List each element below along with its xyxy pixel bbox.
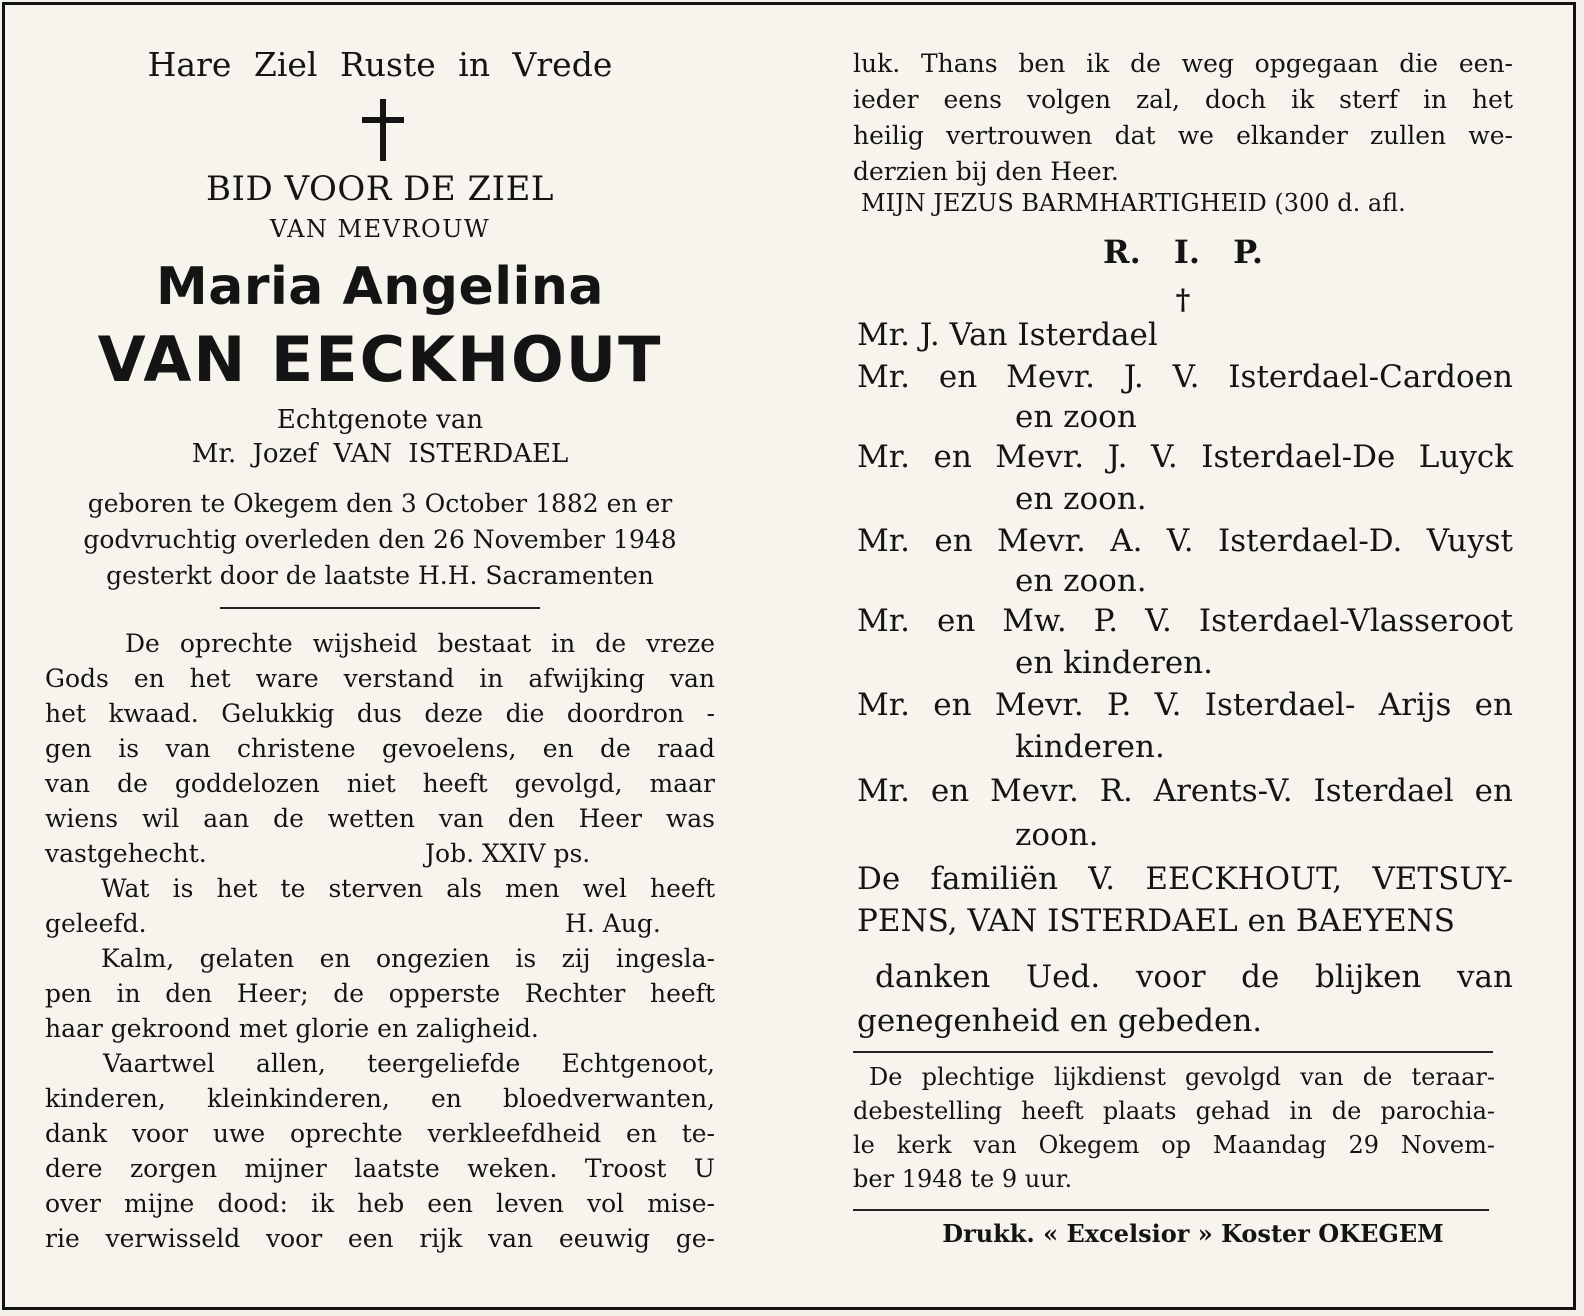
- family-line: Mr. en Mevr. A. V. Isterdael-D. Vuyst: [857, 523, 1513, 559]
- text-line: Vaartwel allen, teergeliefde Echtgenoot,: [103, 1049, 715, 1078]
- birth-line: geboren te Okegem den 3 October 1882 en er: [87, 489, 673, 518]
- family-line: De familiën V. EECKHOUT, VETSUY-: [857, 861, 1513, 897]
- text-line: dere zorgen mijner laatste weken. Troost U: [45, 1154, 715, 1183]
- cross-icon: †: [1175, 283, 1191, 316]
- family-line: zoon.: [1015, 817, 1099, 853]
- family-line: Mr. J. Van Isterdael: [857, 317, 1158, 353]
- text-line: haar gekroond met glorie en zaligheid.: [45, 1014, 539, 1043]
- cross-icon: [360, 97, 406, 163]
- motto: Hare Ziel Ruste in Vrede: [147, 45, 613, 84]
- text-line: heilig vertrouwen dat we elkander zullen we-: [853, 121, 1513, 150]
- service-line: debestelling heeft plaats gehad in de parochia-: [853, 1097, 1495, 1125]
- family-line: Mr. en Mevr. J. V. Isterdael-Cardoen: [857, 359, 1513, 395]
- text-line: rie verwisseld voor een rijk van eeuwig ge-: [45, 1224, 715, 1253]
- citation: Job. XXIV ps.: [425, 839, 591, 868]
- family-line: en zoon: [1015, 399, 1137, 435]
- text-line: gen is van christene gevoelens, en de raad: [45, 734, 715, 763]
- family-line: genegenheid en gebeden.: [857, 1003, 1263, 1039]
- text-line: geleefd.: [45, 909, 147, 938]
- text-line: wiens wil aan de wetten van den Heer was: [45, 804, 715, 833]
- family-line: Mr. en Mevr. J. V. Isterdael-De Luyck: [857, 439, 1513, 475]
- divider: [853, 1051, 1493, 1053]
- text-line: Kalm, gelaten en ongezien is zij ingesla-: [101, 944, 715, 973]
- family-line: PENS, VAN ISTERDAEL en BAEYENS: [857, 903, 1455, 939]
- spouse-name: Mr. Jozef VAN ISTERDAEL: [191, 439, 569, 469]
- text-line: Gods en het ware verstand in afwijking van: [45, 664, 715, 693]
- prayer-heading: BID VOOR DE ZIEL: [206, 169, 554, 209]
- family-line: danken Ued. voor de blijken van: [875, 959, 1513, 995]
- text-line: het kwaad. Gelukkig dus deze die doordron -: [45, 699, 715, 728]
- citation: H. Aug.: [565, 909, 661, 938]
- divider: [853, 1209, 1489, 1211]
- spouse-label: Echtgenote van: [276, 405, 484, 435]
- printer-credit: Drukk. « Excelsior » Koster OKEGEM: [942, 1219, 1444, 1248]
- text-line: De oprechte wijsheid bestaat in de vreze: [125, 629, 715, 658]
- text-line: luk. Thans ben ik de weg opgegaan die een-: [853, 49, 1513, 78]
- divider: [220, 607, 540, 609]
- service-line: De plechtige lijkdienst gevolgd van de teraar-: [869, 1063, 1495, 1091]
- text-line: over mijne dood: ik heb een leven vol mise-: [45, 1189, 715, 1218]
- van-mevrouw: VAN MEVROUW: [269, 215, 491, 243]
- birth-line: gesterkt door de laatste H.H. Sacramenten: [106, 561, 654, 590]
- text-line: Wat is het te sterven als men wel heeft: [101, 874, 715, 903]
- text-line: kinderen, kleinkinderen, en bloedverwanten,: [45, 1084, 715, 1113]
- family-line: en zoon.: [1015, 481, 1147, 517]
- text-line: pen in den Heer; de opperste Rechter heeft: [45, 979, 715, 1008]
- rip: R. I. P.: [1102, 233, 1264, 271]
- given-names: Maria Angelina: [155, 257, 604, 317]
- text-line: van de goddelozen niet heeft gevolgd, maar: [45, 769, 715, 798]
- text-line: derzien bij den Heer.: [853, 157, 1119, 186]
- text-line: dank voor uwe oprechte verkleefdheid en te-: [45, 1119, 715, 1148]
- indulgence-line: MIJN JEZUS BARMHARTIGHEID (300 d. afl.: [861, 189, 1406, 217]
- service-line: le kerk van Okegem op Maandag 29 Novem-: [853, 1131, 1495, 1159]
- family-line: Mr. en Mevr. R. Arents-V. Isterdael en: [857, 773, 1513, 809]
- family-line: en kinderen.: [1015, 645, 1214, 681]
- memorial-card: [2, 2, 1576, 1310]
- surname: VAN EECKHOUT: [97, 323, 663, 396]
- family-line: en zoon.: [1015, 563, 1147, 599]
- text-line: vastgehecht.: [45, 839, 207, 868]
- text-line: ieder eens volgen zal, doch ik sterf in het: [853, 85, 1513, 114]
- service-line: ber 1948 te 9 uur.: [853, 1165, 1073, 1193]
- family-line: Mr. en Mw. P. V. Isterdael-Vlasseroot: [857, 603, 1513, 639]
- family-line: kinderen.: [1015, 729, 1165, 765]
- birth-line: godvruchtig overleden den 26 November 1948: [83, 525, 677, 554]
- family-line: Mr. en Mevr. P. V. Isterdael- Arijs en: [857, 687, 1513, 723]
